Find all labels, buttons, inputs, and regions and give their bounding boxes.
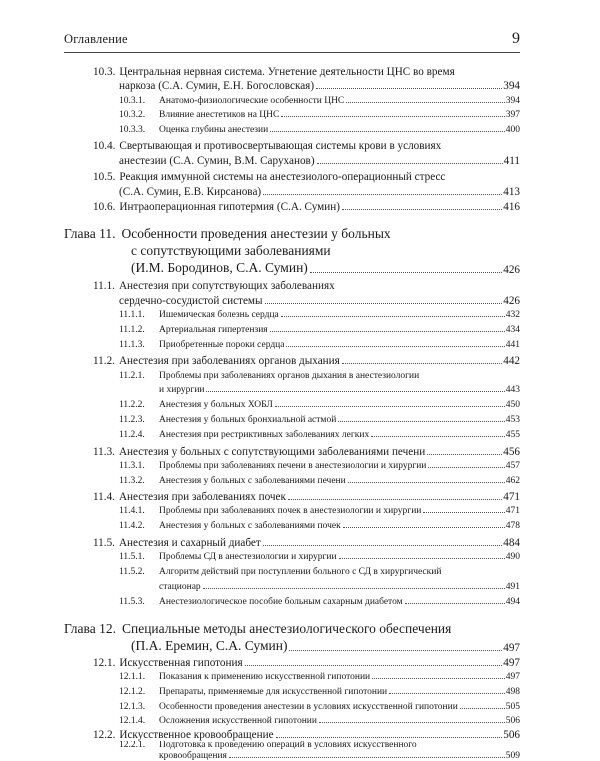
dot-leader bbox=[460, 708, 505, 709]
dot-leader bbox=[245, 665, 503, 666]
dot-leader bbox=[288, 499, 502, 500]
toc-entry-title: Анестезия у больных бронхиальной астмой bbox=[159, 415, 337, 425]
toc-entry[interactable] bbox=[93, 171, 520, 183]
toc-page-number: 462 bbox=[505, 476, 520, 486]
chapter-title: Особенности проведения анестезии у больных bbox=[121, 226, 391, 241]
dot-leader bbox=[339, 558, 505, 559]
toc-page-number: 450 bbox=[505, 400, 520, 410]
toc-entry-title: Проблемы при заболеваниях печени в анестезиологии и хирургии bbox=[159, 461, 427, 471]
toc-entry[interactable] bbox=[119, 716, 520, 726]
chapter-title: Специальные методы анестезиологического обеспечения bbox=[121, 621, 452, 636]
toc-page-number: 411 bbox=[503, 155, 520, 167]
toc-entry[interactable] bbox=[119, 702, 520, 712]
toc-entry[interactable] bbox=[93, 66, 520, 78]
dot-leader bbox=[338, 421, 504, 422]
toc-entry-title: Реакция иммунной системы на анестезиолого-операционный стресс bbox=[119, 171, 446, 183]
toc-page-number: 490 bbox=[505, 552, 520, 562]
toc-page-number: 453 bbox=[505, 415, 520, 425]
toc-entry-number: 12.1.2. bbox=[119, 687, 146, 697]
toc-entry-number: 11.4.2. bbox=[119, 521, 145, 531]
toc-entry[interactable] bbox=[159, 582, 520, 592]
toc-entry-title: кровообращения bbox=[159, 751, 227, 761]
toc-entry-number: 11.1.3. bbox=[119, 340, 145, 350]
toc-entry-title: Приобретенные пороки сердца bbox=[159, 340, 285, 350]
toc-entry[interactable] bbox=[119, 110, 520, 120]
dot-leader bbox=[342, 209, 502, 210]
toc-entry-number: 11.3.2. bbox=[119, 476, 145, 486]
toc-entry[interactable] bbox=[119, 155, 520, 167]
toc-entry-number: 12.2. bbox=[93, 729, 116, 741]
toc-entry-number: 12.1.4. bbox=[119, 716, 146, 726]
toc-entry[interactable] bbox=[93, 657, 520, 669]
toc-entry-title: Ишемическая болезнь сердца bbox=[159, 310, 279, 320]
toc-entry-title: (С.А. Сумин, Е.В. Кирсанова) bbox=[119, 186, 262, 198]
toc-entry[interactable] bbox=[119, 400, 520, 410]
chapter-title: с сопутствующими заболеваниями bbox=[131, 243, 331, 258]
toc-entry-title: Анестезиологическое пособие больным сахарным диабетом bbox=[159, 597, 403, 607]
toc-entry-title: Осложнения искусственной гипотонии bbox=[159, 716, 317, 726]
toc-page-number: 441 bbox=[505, 340, 520, 350]
toc-entry[interactable] bbox=[93, 140, 520, 152]
dot-leader bbox=[405, 603, 505, 604]
toc-chapter[interactable] bbox=[131, 260, 520, 276]
toc-page-number: 497 bbox=[503, 657, 520, 669]
toc-entry-title: Артериальная гипертензия bbox=[159, 325, 268, 335]
dot-leader bbox=[427, 454, 502, 455]
toc-entry-number: 10.6. bbox=[93, 201, 116, 213]
toc-page-number: 498 bbox=[505, 687, 520, 697]
toc-entry[interactable] bbox=[119, 597, 520, 607]
toc-entry-title: Препараты, применяемые для искусственной гипотонии bbox=[159, 687, 388, 697]
toc-entry-title: Интраоперационная гипотермия (С.А. Сумин) bbox=[119, 201, 340, 213]
toc-entry-title: Алгоритм действий при поступлении больного с СД в хирургический bbox=[159, 567, 442, 577]
toc-entry[interactable] bbox=[119, 476, 520, 486]
toc-entry[interactable] bbox=[119, 461, 520, 471]
toc-entry-number: 12.2.1. bbox=[119, 741, 146, 750]
toc-entry-number: 11.2.3. bbox=[119, 415, 145, 425]
toc-page-number: 426 bbox=[503, 264, 520, 276]
toc-page-number: 413 bbox=[503, 186, 520, 198]
dot-leader bbox=[342, 363, 502, 364]
dot-leader bbox=[276, 737, 503, 738]
dot-leader bbox=[346, 102, 504, 103]
toc-entry-title: Влияние анестетиков на ЦНС bbox=[159, 110, 280, 120]
toc-page-number: 506 bbox=[503, 729, 520, 741]
toc-entry[interactable] bbox=[119, 96, 520, 106]
toc-entry[interactable] bbox=[119, 415, 520, 425]
toc-entry-number: 11.4.1. bbox=[119, 506, 145, 516]
toc-entry-title: Анестезия у больных ХОБЛ bbox=[159, 400, 273, 410]
dot-leader bbox=[270, 131, 505, 132]
dot-leader bbox=[310, 272, 502, 273]
toc-entry[interactable] bbox=[119, 430, 520, 440]
toc-entry-number: 10.4. bbox=[93, 140, 116, 152]
dot-leader bbox=[281, 116, 504, 117]
dot-leader bbox=[281, 316, 505, 317]
toc-entry[interactable] bbox=[119, 552, 520, 562]
dot-leader bbox=[423, 512, 504, 513]
dot-leader bbox=[348, 482, 505, 483]
toc-entry-number: 11.5. bbox=[93, 537, 115, 549]
toc-entry[interactable] bbox=[119, 295, 520, 307]
toc-entry[interactable] bbox=[93, 355, 520, 367]
toc-entry-title: Проблемы СД в анестезиологии и хирургии bbox=[159, 552, 337, 562]
toc-entry[interactable] bbox=[119, 125, 520, 135]
toc-page-number: 506 bbox=[505, 716, 520, 726]
toc-chapter[interactable] bbox=[131, 638, 520, 654]
toc-page-number: 494 bbox=[505, 597, 520, 607]
dot-leader bbox=[286, 346, 504, 347]
toc-entry-number: 12.1.3. bbox=[119, 702, 146, 712]
toc-entry-title: Анестезия у больных с заболеваниями почек bbox=[159, 521, 341, 531]
toc-entry-number: 10.5. bbox=[93, 171, 116, 183]
dot-leader bbox=[229, 757, 505, 758]
toc-entry-number: 11.1.2. bbox=[119, 325, 145, 335]
toc-entry[interactable] bbox=[159, 751, 520, 761]
dot-leader bbox=[389, 693, 505, 694]
toc-page-number: 491 bbox=[505, 582, 520, 592]
toc-entry[interactable] bbox=[93, 729, 520, 741]
toc-entry-title: Искусственная гипотония bbox=[119, 657, 243, 669]
toc-entry-title: Анестезия у больных с сопутствующими заболеваниями печени bbox=[118, 446, 426, 458]
dot-leader bbox=[319, 722, 505, 723]
toc-entry-title: Оценка глубины анестезии bbox=[159, 125, 269, 135]
dot-leader bbox=[428, 467, 504, 468]
chapter-title: (И.М. Бородинов, С.А. Сумин) bbox=[131, 260, 308, 275]
toc-entry-number: 11.5.3. bbox=[119, 597, 145, 607]
toc-entry-title: Показания к применению искусственной гипотонии bbox=[159, 672, 371, 682]
toc-entry-title: Особенности проведения анестезии в условиях искусственной гипотонии bbox=[159, 702, 458, 712]
dot-leader bbox=[270, 331, 505, 332]
toc-page-number: 456 bbox=[503, 446, 520, 458]
dot-leader bbox=[206, 391, 504, 392]
toc-page-number: 497 bbox=[503, 642, 520, 654]
toc-entry[interactable] bbox=[93, 280, 520, 292]
dot-leader bbox=[316, 88, 502, 89]
toc-chapter[interactable] bbox=[64, 621, 520, 637]
toc-entry-title: Анатомо-физиологические особенности ЦНС bbox=[159, 96, 345, 106]
dot-leader bbox=[372, 678, 505, 679]
toc-entry-number: 11.5.1. bbox=[119, 552, 145, 562]
toc-page-number: 497 bbox=[505, 672, 520, 682]
toc-entry[interactable] bbox=[119, 310, 520, 320]
toc-chapter[interactable] bbox=[131, 243, 520, 259]
toc-entry-title: наркоза (С.А. Сумин, Е.Н. Богословская) bbox=[119, 80, 315, 92]
dot-leader bbox=[289, 650, 502, 651]
chapter-number: Глава 12. bbox=[64, 621, 116, 636]
toc-entry[interactable] bbox=[93, 201, 520, 213]
toc-chapter[interactable] bbox=[64, 226, 520, 242]
toc-entry-title: Проблемы при заболеваниях почек в анестезиологии и хирургии bbox=[159, 506, 422, 516]
toc-entry-number: 10.3.2. bbox=[119, 110, 146, 120]
toc-page-number: 426 bbox=[503, 295, 520, 307]
toc-entry-number: 12.1. bbox=[93, 657, 116, 669]
toc-entry-number: 11.1.1. bbox=[119, 310, 145, 320]
toc-page-number: 443 bbox=[505, 385, 520, 395]
toc-entry[interactable] bbox=[119, 506, 520, 516]
toc-entry[interactable] bbox=[119, 186, 520, 198]
toc-page-number: 471 bbox=[503, 491, 520, 503]
dot-leader bbox=[203, 588, 505, 589]
toc-entry[interactable] bbox=[119, 567, 520, 577]
toc-entry-title: сердечно-сосудистой системы bbox=[119, 295, 263, 307]
toc-entry-title: и хирургии bbox=[159, 385, 205, 395]
toc-page-number: 416 bbox=[503, 201, 520, 213]
toc-entry[interactable] bbox=[119, 371, 520, 381]
toc-entry-title: Анестезия и сахарный диабет bbox=[118, 537, 261, 549]
toc-page-number: 400 bbox=[505, 125, 520, 135]
dot-leader bbox=[343, 527, 505, 528]
toc-page-number: 509 bbox=[505, 751, 520, 761]
toc-entry-title: Анестезия у больных с заболеваниями печени bbox=[159, 476, 346, 486]
toc-entry-number: 11.2. bbox=[93, 355, 115, 367]
toc-entry-number: 11.1. bbox=[93, 280, 115, 292]
toc-page-number: 432 bbox=[505, 310, 520, 320]
header-title: Оглавление bbox=[64, 32, 128, 46]
toc-entry[interactable] bbox=[119, 80, 520, 92]
toc-entry-title: Анестезия при заболеваниях почек bbox=[118, 491, 286, 503]
toc-entry-title: Проблемы при заболеваниях органов дыхания в анестезиологии bbox=[159, 371, 420, 381]
toc-page-number: 397 bbox=[505, 110, 520, 120]
toc-page-number: 442 bbox=[503, 355, 520, 367]
dot-leader bbox=[265, 303, 503, 304]
toc-entry-number: 11.2.1. bbox=[119, 371, 145, 381]
toc-entry[interactable] bbox=[119, 672, 520, 682]
toc-entry[interactable] bbox=[119, 340, 520, 350]
dot-leader bbox=[317, 163, 503, 164]
toc-entry[interactable] bbox=[119, 741, 520, 750]
toc-entry-number: 11.4. bbox=[93, 491, 115, 503]
toc-entry[interactable] bbox=[119, 687, 520, 697]
toc-entry-number: 11.2.4. bbox=[119, 430, 145, 440]
dot-leader bbox=[371, 436, 505, 437]
toc-entry-title: Анестезия при сопутствующих заболеваниях bbox=[118, 280, 335, 292]
toc-entry-number: 11.3.1. bbox=[119, 461, 145, 471]
toc-entry-title: Искусственное кровообращение bbox=[119, 729, 274, 741]
toc-entry-title: Подготовка к проведению операций в условиях искусственного bbox=[159, 741, 417, 750]
toc-entry-number: 10.3.3. bbox=[119, 125, 146, 135]
dot-leader bbox=[275, 406, 505, 407]
toc-entry-number: 11.3. bbox=[93, 446, 115, 458]
toc-page-number: 434 bbox=[505, 325, 520, 335]
toc-entry[interactable] bbox=[119, 325, 520, 335]
toc-entry[interactable] bbox=[93, 491, 520, 503]
toc-entry[interactable] bbox=[93, 446, 520, 458]
toc-page-number: 471 bbox=[505, 506, 520, 516]
toc-entry-number: 12.1.1. bbox=[119, 672, 146, 682]
toc-entry-number: 11.2.2. bbox=[119, 400, 145, 410]
toc-entry[interactable] bbox=[159, 385, 520, 395]
toc-entry-title: Анестезия при заболеваниях органов дыхания bbox=[118, 355, 340, 367]
chapter-number: Глава 11. bbox=[64, 226, 116, 241]
toc-page-number: 394 bbox=[503, 80, 520, 92]
toc-entry-title: стационар bbox=[159, 582, 201, 592]
chapter-title: (П.А. Еремин, С.А. Сумин) bbox=[131, 638, 288, 653]
toc-page-number: 505 bbox=[505, 702, 520, 712]
toc-page-number: 455 bbox=[505, 430, 520, 440]
toc-page-number: 484 bbox=[503, 537, 520, 549]
toc-entry-title: анестезии (С.А. Сумин, В.М. Саруханов) bbox=[119, 155, 315, 167]
toc-entry[interactable] bbox=[93, 537, 520, 549]
header-page-number: 9 bbox=[512, 30, 520, 47]
toc-entry-number: 10.3.1. bbox=[119, 96, 146, 106]
toc-entry-title: Центральная нервная система. Угнетение деятельности ЦНС во время bbox=[119, 66, 455, 78]
dot-leader bbox=[263, 545, 502, 546]
toc-entry-title: Анестезия при рестриктивных заболеваниях легких bbox=[159, 430, 370, 440]
toc-page-number: 394 bbox=[505, 96, 520, 106]
toc-page-number: 478 bbox=[505, 521, 520, 531]
toc-entry-number: 11.5.2. bbox=[119, 567, 145, 577]
toc-entry[interactable] bbox=[119, 521, 520, 531]
dot-leader bbox=[263, 194, 502, 195]
toc-page-number: 457 bbox=[505, 461, 520, 471]
toc-entry-title: Свертывающая и противосвертывающая системы крови в условиях bbox=[119, 140, 442, 152]
toc-entry-number: 10.3. bbox=[93, 66, 116, 78]
